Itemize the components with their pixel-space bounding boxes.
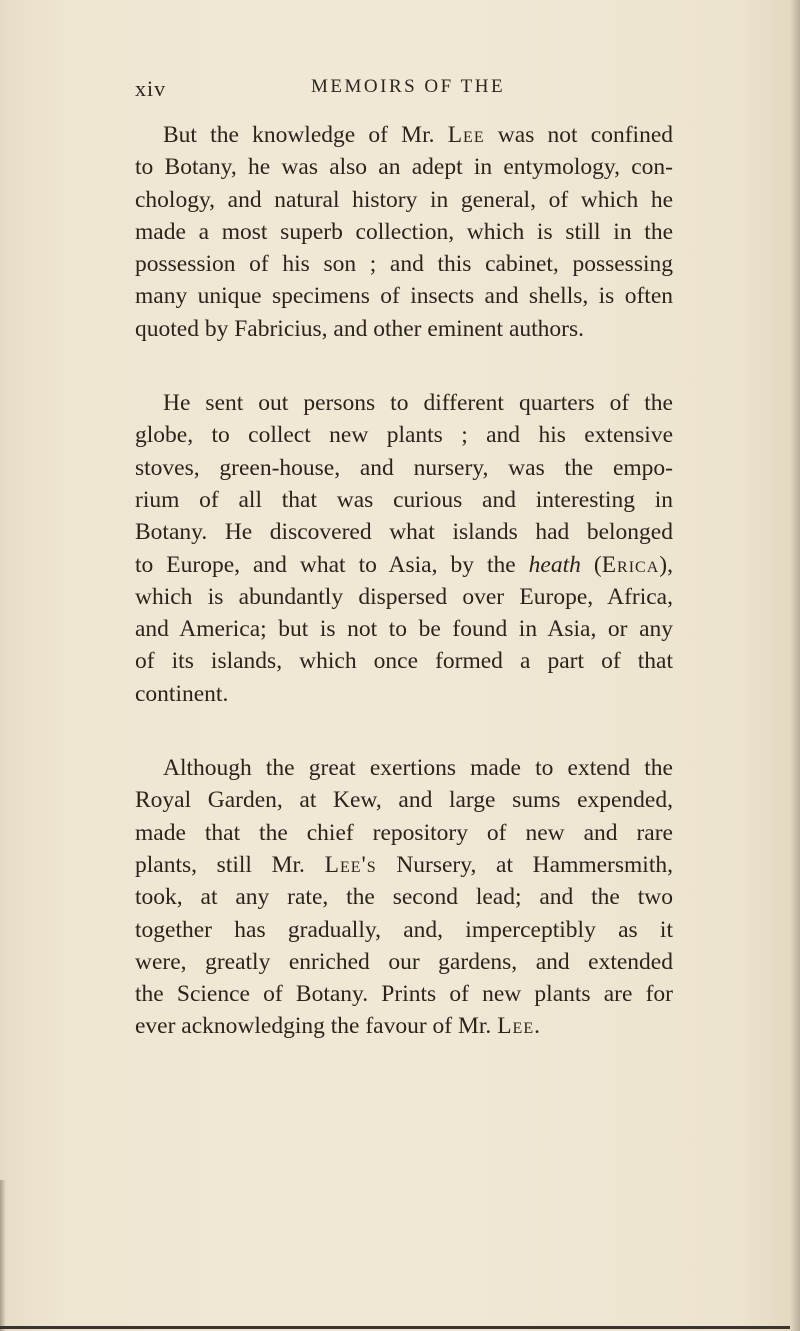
text-line: together has gradually, and, imperceptibly as it: [135, 916, 673, 943]
text-line: quoted by Fabricius, and other eminent authors.: [135, 315, 585, 342]
text-line: Botany. He discovered what islands had belonged: [135, 519, 673, 546]
text-line: He sent out persons to different quarters of the: [163, 390, 673, 417]
text-line: many unique specimens of insects and shells, is often: [135, 283, 673, 310]
small-caps-name: Lee's: [324, 851, 377, 878]
italic-term: heath: [528, 551, 581, 578]
page-header: [0, 76, 800, 106]
text-line: made a most superb collection, which is still in the: [135, 218, 673, 245]
text-line: ever acknowledging the favour of Mr. Lee.: [135, 1013, 540, 1040]
text-line: chology, and natural history in general, of which he: [135, 186, 673, 213]
text-line: rium of all that was curious and interesting in: [135, 486, 673, 513]
text-line: the Science of Botany. Prints of new plants are for: [135, 981, 673, 1008]
text-line: of its islands, which once formed a part of that: [135, 648, 673, 675]
paragraph: [135, 752, 673, 1043]
body-text: [135, 119, 673, 1043]
text-line: to Europe, and what to Asia, by the heath (Erica),: [135, 551, 673, 578]
text-line: to Botany, he was also an adept in entymology, con-: [135, 154, 673, 181]
page-number: xiv: [135, 76, 167, 101]
page-edge-shadow: [790, 0, 800, 1331]
small-caps-name: Lee: [447, 122, 485, 148]
text-line: made that the chief repository of new and rare: [135, 819, 673, 846]
text-line: Although the great exertions made to extend the: [163, 755, 673, 782]
paragraph: [135, 387, 673, 710]
text-line: continent.: [135, 680, 229, 707]
paragraph-gap: [135, 710, 673, 752]
text-line: stoves, green-house, and nursery, was the empo-: [135, 454, 673, 481]
page-bottom-rule: [0, 1326, 790, 1329]
text-line: took, at any rate, the second lead; and the two: [135, 884, 673, 911]
text-line: possession of his son ; and this cabinet, possessing: [135, 251, 673, 278]
paragraph-gap: [135, 345, 673, 387]
text-line: globe, to collect new plants ; and his extensive: [135, 422, 673, 449]
text-line: were, greatly enriched our gardens, and extended: [135, 948, 673, 975]
binding-shadow: [0, 1180, 6, 1331]
text-line: But the knowledge of Mr. Lee was not confined: [163, 122, 674, 148]
paragraph: [135, 119, 673, 345]
small-caps-name: Erica: [601, 551, 660, 578]
small-caps-name: Lee: [497, 1013, 535, 1040]
running-head: MEMOIRS OF THE: [311, 76, 506, 97]
text-line: which is abundantly dispersed over Europe, Africa,: [135, 583, 673, 610]
text-line: plants, still Mr. Lee's Nursery, at Hammersmith,: [135, 851, 673, 878]
text-line: Royal Garden, at Kew, and large sums expended,: [135, 787, 673, 814]
text-line: and America; but is not to be found in Asia, or any: [135, 616, 673, 643]
